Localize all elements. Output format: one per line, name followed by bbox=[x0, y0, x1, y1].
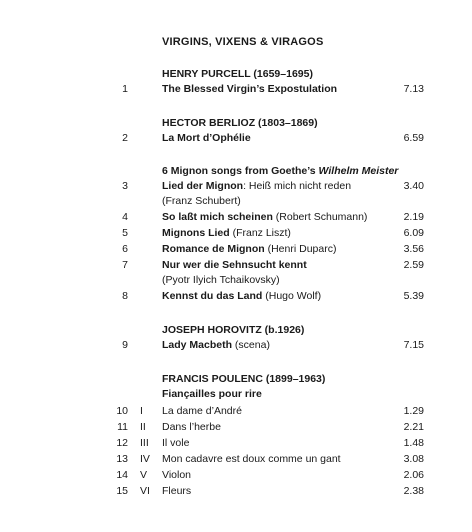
track-row bbox=[0, 339, 472, 354]
work-heading-mignon: 6 Mignon songs from Goethe’s Wilhelm Meister bbox=[162, 165, 399, 177]
track-title: Fleurs bbox=[162, 485, 192, 497]
track-number: 8 bbox=[122, 290, 128, 302]
track-duration: 2.19 bbox=[403, 211, 424, 223]
movement-numeral: III bbox=[140, 437, 149, 449]
composer-heading-purcell: HENRY PURCELL (1659–1695) bbox=[162, 68, 313, 80]
track-duration: 3.08 bbox=[403, 453, 424, 465]
track-number: 14 bbox=[116, 469, 128, 481]
track-duration: 3.56 bbox=[403, 243, 424, 255]
track-duration: 1.29 bbox=[403, 405, 424, 417]
work-heading-poulenc: Fiançailles pour rire bbox=[162, 388, 262, 400]
track-title: Violon bbox=[162, 469, 191, 481]
track-number: 13 bbox=[116, 453, 128, 465]
track-row bbox=[0, 132, 472, 147]
track-row bbox=[0, 83, 472, 98]
track-row bbox=[0, 259, 472, 274]
track-duration: 2.06 bbox=[403, 469, 424, 481]
track-title: La Mort d’Ophélie bbox=[162, 132, 251, 144]
movement-numeral: VI bbox=[140, 485, 150, 497]
track-title: Romance de Mignon (Henri Duparc) bbox=[162, 243, 337, 255]
track-composer-note: (Franz Schubert) bbox=[162, 195, 241, 207]
track-composer-note: (Pyotr Ilyich Tchaikovsky) bbox=[162, 274, 280, 286]
track-duration: 6.59 bbox=[403, 132, 424, 144]
track-row bbox=[0, 437, 472, 452]
track-number: 5 bbox=[122, 227, 128, 239]
track-number: 7 bbox=[122, 259, 128, 271]
track-row bbox=[0, 290, 472, 305]
album-title: VIRGINS, VIXENS & VIRAGOS bbox=[162, 36, 324, 48]
track-title: La dame d’André bbox=[162, 405, 242, 417]
track-title: Nur wer die Sehnsucht kennt bbox=[162, 259, 307, 271]
track-row bbox=[0, 243, 472, 258]
track-title: Kennst du das Land (Hugo Wolf) bbox=[162, 290, 322, 302]
track-row bbox=[0, 405, 472, 420]
movement-numeral: II bbox=[140, 421, 146, 433]
track-duration: 1.48 bbox=[403, 437, 424, 449]
track-duration: 2.38 bbox=[403, 485, 424, 497]
track-title: Lady Macbeth (scena) bbox=[162, 339, 270, 351]
track-title: Dans l’herbe bbox=[162, 421, 221, 433]
track-duration: 7.15 bbox=[403, 339, 424, 351]
track-row bbox=[0, 180, 472, 195]
track-duration: 7.13 bbox=[403, 83, 424, 95]
track-title: Lied der Mignon: Heiß mich nicht reden bbox=[162, 180, 352, 192]
track-duration: 2.21 bbox=[403, 421, 424, 433]
track-number: 12 bbox=[116, 437, 128, 449]
track-title: The Blessed Virgin’s Expostulation bbox=[162, 83, 338, 95]
track-number: 2 bbox=[122, 132, 128, 144]
track-duration: 6.09 bbox=[403, 227, 424, 239]
movement-numeral: V bbox=[140, 469, 148, 481]
composer-heading-berlioz: HECTOR BERLIOZ (1803–1869) bbox=[162, 117, 318, 129]
track-title: Il vole bbox=[162, 437, 190, 449]
track-row bbox=[0, 227, 472, 242]
movement-numeral: I bbox=[140, 405, 143, 417]
track-number: 9 bbox=[122, 339, 128, 351]
track-title: Mignons Lied (Franz Liszt) bbox=[162, 227, 291, 239]
track-number: 6 bbox=[122, 243, 128, 255]
track-row bbox=[0, 485, 472, 500]
track-number: 11 bbox=[117, 421, 128, 433]
track-row bbox=[0, 211, 472, 226]
composer-heading-poulenc: FRANCIS POULENC (1899–1963) bbox=[162, 373, 326, 385]
track-title: So laßt mich scheinen (Robert Schumann) bbox=[162, 211, 368, 223]
track-number: 15 bbox=[116, 485, 128, 497]
composer-heading-horovitz: JOSEPH HOROVITZ (b.1926) bbox=[162, 324, 305, 336]
track-duration: 2.59 bbox=[403, 259, 424, 271]
track-row bbox=[0, 469, 472, 484]
track-duration: 3.40 bbox=[403, 180, 424, 192]
track-number: 4 bbox=[122, 211, 128, 223]
track-number: 3 bbox=[122, 180, 128, 192]
track-row bbox=[0, 421, 472, 436]
track-duration: 5.39 bbox=[403, 290, 424, 302]
track-number: 1 bbox=[122, 83, 128, 95]
track-title: Mon cadavre est doux comme un gant bbox=[162, 453, 341, 465]
movement-numeral: IV bbox=[140, 453, 150, 465]
track-row bbox=[0, 453, 472, 468]
track-number: 10 bbox=[116, 405, 128, 417]
